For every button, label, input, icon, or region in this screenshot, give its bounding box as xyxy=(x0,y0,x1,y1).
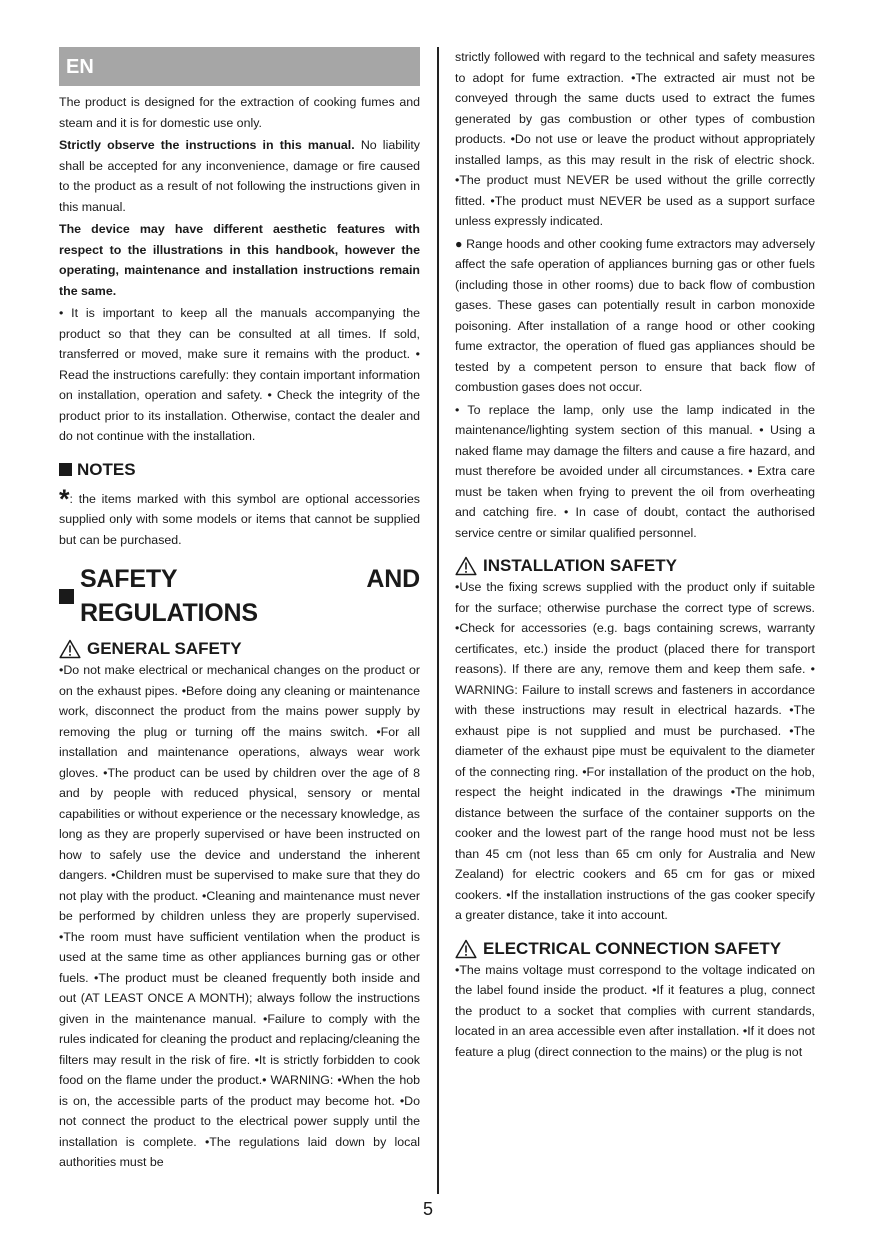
aesthetic-paragraph: The device may have different aesthetic features with respect to the illustrations in this handbook, however the operating, maintenance and installation instructions remain the same. xyxy=(59,222,420,298)
notes-heading xyxy=(59,459,420,481)
language-bar xyxy=(59,47,420,86)
safety-heading-text: SAFETY AND REGULATIONS xyxy=(79,565,420,627)
warning-icon xyxy=(59,639,81,659)
left-column xyxy=(59,47,420,1175)
installation-safety-heading-text: INSTALLATION SAFETY xyxy=(483,556,677,575)
square-bullet-icon xyxy=(59,589,74,604)
electrical-safety-heading xyxy=(455,938,815,960)
manuals-paragraph: • It is important to keep all the manuals accompanying the product so that they can be consulted at all times. If sold, transferred or moved, make sure it remains with the product. • Read the instructions carefully: they contain important information on installation, operation and safety. • Check the integrity of the product prior to its installation. Otherwise, contact the dealer and do not continue with the installation. xyxy=(59,306,420,443)
strict-bold-text: Strictly observe the instructions in this manual. xyxy=(59,138,355,152)
lamp-paragraph: • To replace the lamp, only use the lamp indicated in the maintenance/lighting system section of this manual. • Using a naked flame may damage the filters and cause a fire hazard, and must therefore be avoided under all circumstances. • Extra care must be taken when frying to prevent the oil from overheating and catching fire. • In case of doubt, contact the authorised service centre or similar qualified personnel. xyxy=(455,402,815,540)
installation-safety-heading xyxy=(455,555,815,577)
column-divider xyxy=(437,47,439,1194)
warning-icon xyxy=(455,556,477,576)
notes-text: : the items marked with this symbol are optional accessories supplied only with some models or items that cannot be supplied but can be purchased. xyxy=(59,491,420,547)
general-safety-heading-text: GENERAL SAFETY xyxy=(87,639,242,658)
language-label: EN xyxy=(66,56,94,78)
general-safety-paragraph: •Do not make electrical or mechanical changes on the product or on the exhaust pipes. •Before doing any cleaning or maintenance work, disconnect the product from the mains power supply by removing the plug or turning off the mains switch. •For all installation and maintenance operations, always wear work gloves. •The product can be used by children over the age of 8 and by people with reduced physical, sensory or mental capabilities or without experience or the necessary knowledge, as long as they are properly supervised or have been instructed on how to safely use the device and understand the inherent dangers. •Children must be supervised to make sure that they do not play with the product. •Cleaning and maintenance must never be performed by children unless they are properly supervised. •The room must have sufficient ventilation when the product is used at the same time as other appliances burning gas or other fuels. •The product must be cleaned frequently both inside and out (AT LEAST ONCE A MONTH); always follow the instructions given in the maintenance manual. •Failure to comply with the rules indicated for cleaning the product and replacing/cleaning the filters may result in the risk of fire. •It is strictly forbidden to cook food on the flame under the product.• WARNING: •When the hob is on, the accessible parts of the product may become hot. •Do not connect the product to the electrical power supply until the installation is complete. •The regulations laid down by local authorities must be xyxy=(59,663,420,1169)
square-bullet-icon xyxy=(59,463,72,476)
intro-paragraph: The product is designed for the extraction of cooking fumes and steam and it is for domestic use only. xyxy=(59,95,420,130)
installation-safety-paragraph: •Use the fixing screws supplied with the product only if suitable for the surface; otherwise purchase the correct type of screws. •Check for accessories (e.g. bags containing screws, warranty certificates, etc.) inside the product (placed there for transport reasons). If there are any, remove them and keep them safe. • WARNING: Failure to install screws and fasteners in accordance with these instructions may result in electrical hazards. •The exhaust pipe is not supplied and must be purchased. •The diameter of the exhaust pipe must be equivalent to the diameter of the connecting ring. •For installation of the product on the hob, respect the height indicated in the drawings •The minimum distance between the surface of the container supports on the cooker and the lowest part of the range hood must not be less than 45 cm (not less than 65 cm only for Australia and New Zealand) for electric cookers and 65 cm for gas or mixed cookers. •If the installation instructions of the gas cooker specify a greater distance, take it into account. xyxy=(455,580,815,922)
continued-paragraph: strictly followed with regard to the technical and safety measures to adopt for fume extraction. •The extracted air must not be conveyed through the same ducts used to extract the fumes generated by gas combustion or other types of combustion products. •Do not use or leave the product without appropriately installed lamps, as this may result in the risk of electric shock. •The product must NEVER be used without the grille correctly fitted. •The product must NEVER be used as a support surface unless expressly indicated. xyxy=(455,50,815,228)
electrical-safety-paragraph: •The mains voltage must correspond to the voltage indicated on the label found inside the product. •If it features a plug, connect the product to a socket that complies with current standards, located in an area accessible even after installation. •If it does not feature a plug (direct connection to the mains) or the plug is not xyxy=(455,962,815,1059)
electrical-safety-heading-text: ELECTRICAL CONNECTION SAFETY xyxy=(483,938,782,958)
notes-heading-text: NOTES xyxy=(77,459,136,479)
strict-rest-text: No liability shall be accepted for any inconvenience, damage or fire caused to the product as a result of not following the instructions given in this manual. xyxy=(59,138,420,214)
asterisk-icon: * xyxy=(59,483,70,514)
range-hoods-paragraph: ● Range hoods and other cooking fume extractors may adversely affect the safe operation of appliances burning gas or other fuels (including those in other rooms) due to back flow of combustion gases. These gases can potentially result in carbon monoxide poisoning. After installation of a range hood or other cooking fume extractor, the operation of flued gas appliances should be tested by a competent person to ensure that back flow of combustion gases does not occur. xyxy=(455,236,815,394)
warning-icon xyxy=(455,939,477,959)
safety-heading xyxy=(59,562,420,630)
page-number-text: 5 xyxy=(423,1199,434,1219)
notes-paragraph xyxy=(59,483,420,551)
general-safety-heading xyxy=(59,638,420,660)
right-column xyxy=(455,47,815,1064)
strict-paragraph xyxy=(59,135,420,217)
